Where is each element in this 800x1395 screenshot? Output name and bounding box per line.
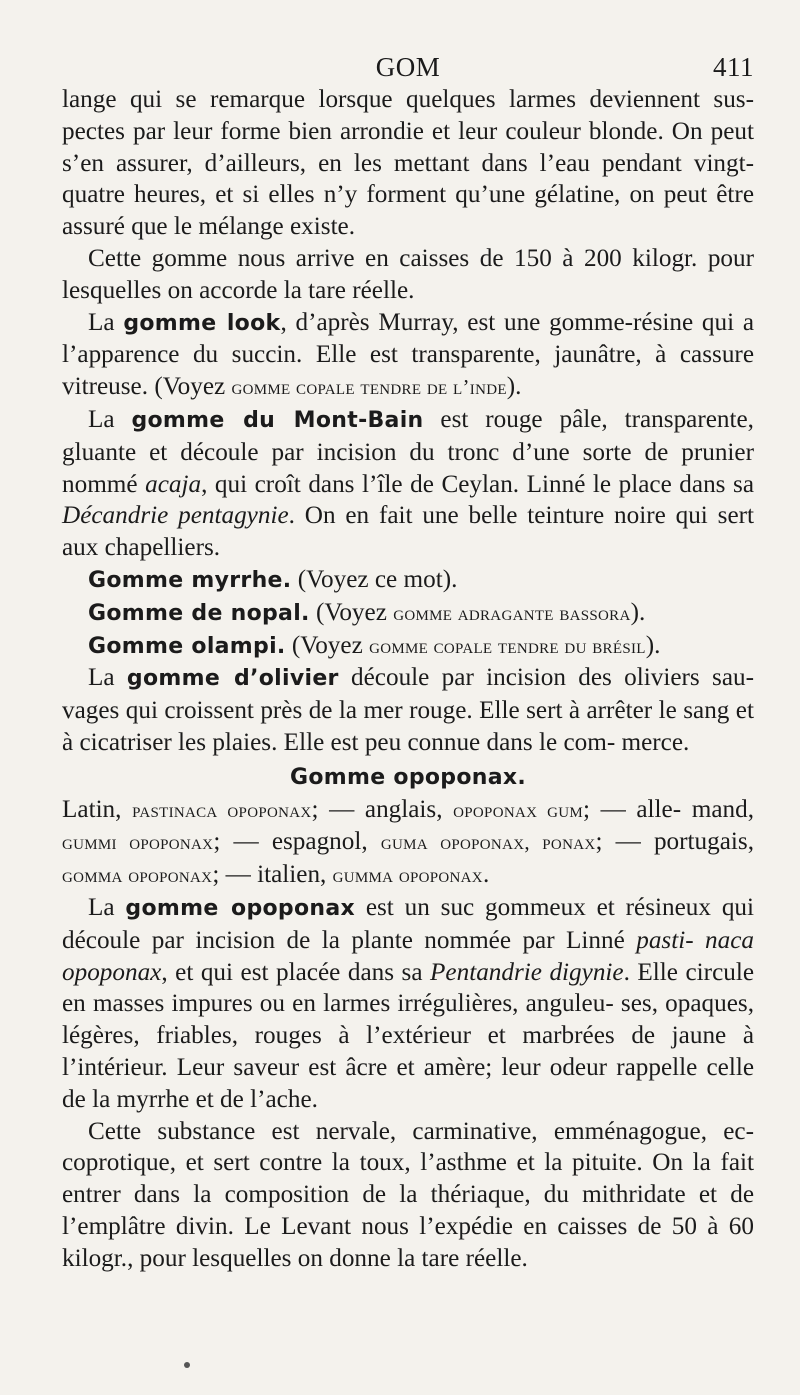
text-line: coprotique, et sert contre la toux, l’asthme et la pituite. On la bbox=[62, 1149, 711, 1177]
paragraph-opoponax-uses bbox=[62, 1116, 754, 1275]
entry-gomme-mont-bain bbox=[62, 404, 754, 564]
entry-gomme-olampi bbox=[62, 630, 754, 663]
text-run: est rouge pâle, transparente, bbox=[423, 405, 754, 433]
text-run: La bbox=[88, 308, 124, 336]
text-run: ; — alle- bbox=[582, 795, 682, 823]
text-run: La bbox=[88, 405, 132, 433]
synonym-term: gummi opoponax bbox=[62, 830, 214, 855]
text-run: nommé bbox=[62, 470, 146, 498]
italic-term: Décandrie pentagynie bbox=[62, 502, 289, 530]
text-run: (Voyez bbox=[309, 598, 394, 626]
text-run: cassure vitreuse. (Voyez bbox=[62, 341, 754, 401]
text-run: , et qui est placée dans sa bbox=[161, 958, 431, 986]
running-title: GOM bbox=[375, 52, 441, 82]
cross-reference: gomme copale tendre du brésil bbox=[369, 633, 646, 658]
entry-gomme-opoponax bbox=[62, 892, 754, 1116]
italic-term: acaja bbox=[145, 470, 202, 498]
text-line: peut être assuré que le mélange existe. bbox=[62, 181, 754, 241]
body-text bbox=[62, 84, 754, 1274]
entry-headword: gomme opoponax bbox=[125, 895, 355, 921]
text-line: vingt-quatre heures, et si elles n’y forment qu’une gélatine, on bbox=[62, 149, 755, 209]
text-run: ; — espagnol, bbox=[213, 828, 381, 856]
text-run: Latin, bbox=[62, 795, 133, 823]
paragraph-continuation bbox=[62, 84, 754, 243]
text-line: fait entrer dans la composition de la thériaque, du mithridate bbox=[62, 1149, 755, 1209]
ink-speck bbox=[184, 1362, 190, 1368]
synonym-term: guma opoponax, ponax bbox=[380, 830, 596, 855]
text-run: , qui croît dans l’île de Ceylan. Linné le place dans bbox=[201, 470, 726, 498]
text-line: et de l’emplâtre divin. Le Levant nous l’expédie en caisses de bbox=[62, 1181, 755, 1240]
text-line: sang et à cicatriser les plaies. Elle est peu connue dans le com- bbox=[62, 697, 754, 756]
text-line: de jaune à l’intérieur. Leur saveur est âcre et amère; leur odeur bbox=[62, 1022, 755, 1081]
paragraph-shipping bbox=[62, 243, 754, 307]
entry-headword: gomme look bbox=[123, 310, 281, 336]
text-line: qui a l’apparence du succin. Elle est transparente, jaunâtre, à bbox=[62, 308, 755, 369]
running-header bbox=[62, 48, 754, 84]
text-run: ; — anglais, bbox=[311, 795, 454, 823]
entry-gomme-nopal bbox=[62, 597, 754, 630]
text-line: Cette substance est nervale, carminative, emménagogue, ec- bbox=[88, 1117, 754, 1145]
synonym-term: pastinaca opoponax bbox=[132, 797, 312, 822]
text-line: rappelle celle de la myrrhe et de l’ache. bbox=[62, 1053, 754, 1113]
text-line: Cette gomme nous arrive en caisses de 150 à 200 kilogr. pour bbox=[88, 244, 754, 272]
text-run: découle par incision des oliviers sau- bbox=[338, 664, 754, 692]
text-line: lange qui se remarque lorsque quelques larmes deviennent sus- bbox=[62, 86, 754, 113]
text-line: sert aux chapelliers. bbox=[62, 502, 755, 562]
italic-term: pasti- bbox=[636, 926, 694, 954]
entry-gomme-look bbox=[62, 307, 754, 404]
text-run: . On en fait une belle teinture noire qui bbox=[288, 502, 708, 530]
entry-headword: Gomme de nopal. bbox=[88, 600, 310, 626]
text-line: circule en masses impures ou en larmes irrégulières, anguleu- bbox=[62, 958, 755, 1018]
entry-gomme-myrrhe bbox=[62, 564, 754, 597]
synonym-term: gumma opoponax bbox=[332, 863, 483, 888]
text-run: qui découle par incision de la plante nommée par Linné bbox=[62, 893, 755, 954]
text-run: sa bbox=[733, 470, 754, 498]
entry-headword: Gomme myrrhe. bbox=[88, 567, 292, 593]
entry-gomme-olivier bbox=[62, 662, 754, 758]
text-run: La bbox=[88, 893, 126, 921]
text-line: gluante et découle par incision du tronc d’une sorte de prunier bbox=[62, 438, 754, 466]
cross-reference: gomme copale tendre de l’inde bbox=[231, 375, 507, 400]
entry-headword: gomme du Mont-Bain bbox=[131, 407, 424, 433]
text-run: — portugais, bbox=[615, 828, 755, 856]
text-line: peut s’en assurer, d’ailleurs, en les mettant dans l’eau pendant bbox=[62, 117, 754, 177]
text-line: merce. bbox=[621, 728, 690, 756]
text-line: 50 à 60 kilogr., pour lesquelles on donne la tare réelle. bbox=[62, 1212, 754, 1272]
text-run: . bbox=[482, 861, 490, 889]
page-number: 411 bbox=[713, 52, 754, 82]
text-line: ses, opaques, légères, friables, rouges à l’extérieur et marbrées bbox=[62, 990, 754, 1050]
italic-term: naca opoponax bbox=[62, 926, 755, 986]
text-run: ). bbox=[645, 631, 661, 659]
text-line: vages qui croissent près de la mer rouge. Elle sert à arrêter le bbox=[62, 697, 677, 725]
text-run: (Voyez bbox=[285, 631, 370, 659]
text-run: ; — italien, bbox=[212, 861, 333, 889]
synonyms-paragraph bbox=[62, 794, 754, 892]
section-heading-text: Gomme opoponax. bbox=[290, 764, 526, 790]
cross-reference: gomme adragante bassora bbox=[393, 600, 631, 625]
text-line: lesquelles on accorde la tare réelle. bbox=[62, 276, 415, 304]
text-run: , d’après Murray, est une gomme-résine bbox=[280, 308, 694, 336]
text-run: ). bbox=[630, 598, 646, 626]
section-heading bbox=[62, 761, 754, 794]
italic-term: Pentandrie digynie bbox=[430, 958, 624, 986]
text-run: La bbox=[88, 664, 127, 692]
text-run: (Voyez ce mot). bbox=[291, 565, 458, 593]
text-line: pectes par leur forme bien arrondie et leur couleur blonde. On bbox=[62, 117, 703, 145]
text-run: mand, bbox=[691, 795, 754, 823]
text-run: . Elle bbox=[623, 958, 678, 986]
synonym-term: opoponax gum bbox=[453, 797, 583, 822]
text-run: ). bbox=[506, 373, 522, 401]
entry-headword: Gomme olampi. bbox=[88, 633, 286, 659]
entry-headword: gomme d’olivier bbox=[126, 666, 339, 692]
synonym-term: gomma opoponax bbox=[62, 863, 213, 888]
text-run: ; bbox=[595, 828, 603, 856]
text-run: est un suc gommeux et résineux bbox=[354, 893, 711, 921]
